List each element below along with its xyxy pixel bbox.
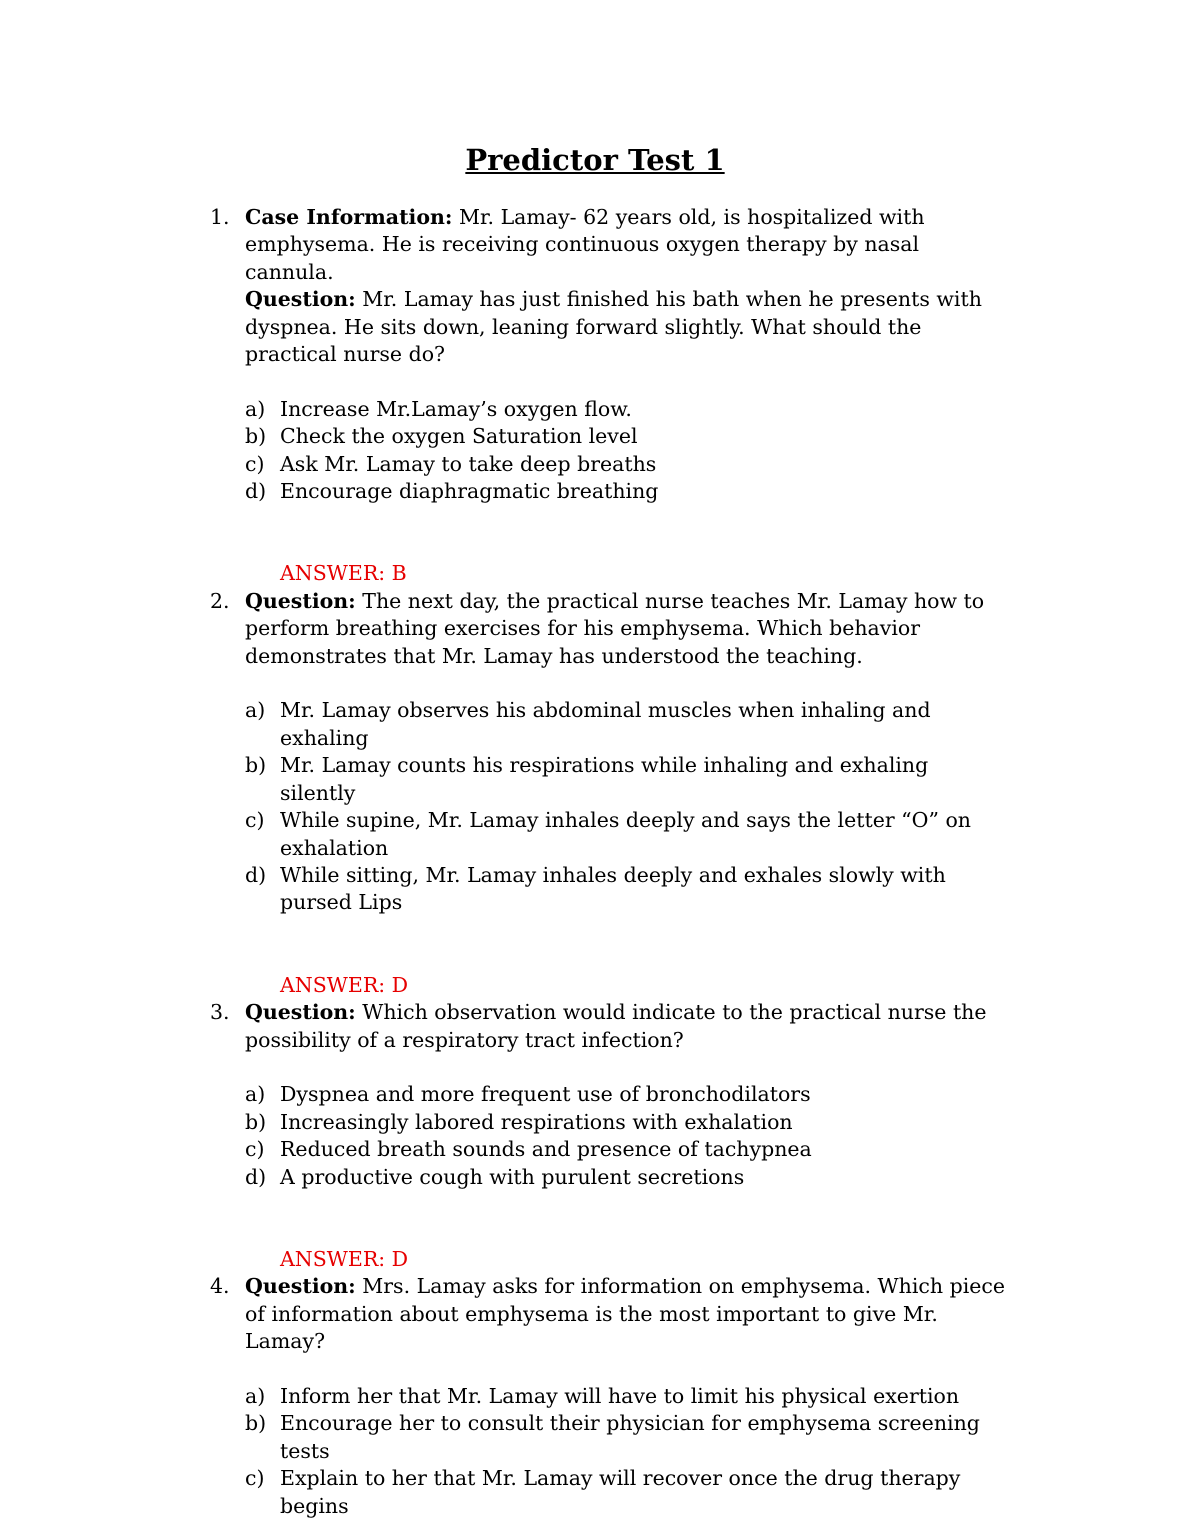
question-number: 3. xyxy=(210,1000,230,1025)
option-text: Encourage her to consult their physician for emphysema screening tests xyxy=(280,1411,980,1463)
option-text: A productive cough with purulent secretions xyxy=(280,1164,745,1189)
option-d xyxy=(245,1164,1010,1191)
question-stem xyxy=(210,204,1010,368)
option-b xyxy=(245,1410,1010,1465)
option-letter: d) xyxy=(245,479,267,504)
option-c xyxy=(245,807,1010,862)
question-number: 4. xyxy=(210,1274,230,1299)
option-letter: b) xyxy=(245,1411,267,1436)
option-text: Check the oxygen Saturation level xyxy=(280,424,638,449)
option-a xyxy=(245,396,1010,423)
question-stem xyxy=(210,999,1010,1054)
question-number: 1. xyxy=(210,205,230,229)
options-list xyxy=(210,1383,1010,1520)
question-label: Question: xyxy=(245,588,356,613)
option-letter: b) xyxy=(245,753,267,778)
question-list xyxy=(210,204,1010,1520)
question-4 xyxy=(210,1273,1010,1520)
option-a xyxy=(245,697,1010,752)
option-letter: b) xyxy=(245,1109,267,1134)
question-2 xyxy=(210,588,1010,999)
option-letter: b) xyxy=(245,424,267,449)
case-label: Case Information: xyxy=(245,205,453,229)
option-letter: c) xyxy=(245,1137,265,1162)
question-3 xyxy=(210,999,1010,1273)
options-list xyxy=(210,1081,1010,1191)
case-text: Mr. Lamay- 62 years old, is hospitalized with emphysema. He is receiving continuous oxygen therapy by nasal cannula. xyxy=(245,205,925,284)
option-b xyxy=(245,1109,1010,1136)
question-text: The next day, the practical nurse teaches Mr. Lamay how to perform breathing exercises for his emphysema. Which behavior demonstrates that Mr. Lamay has understood the teaching. xyxy=(245,588,985,668)
option-letter: c) xyxy=(245,1466,265,1491)
option-letter: a) xyxy=(245,1383,266,1408)
answer-label: ANSWER: B xyxy=(280,561,407,586)
option-c xyxy=(245,1465,1010,1520)
option-letter: c) xyxy=(245,451,265,476)
option-text: Dyspnea and more frequent use of bronchodilators xyxy=(280,1082,811,1107)
option-b xyxy=(245,752,1010,807)
question-text: Which observation would indicate to the practical nurse the possibility of a respiratory tract infection? xyxy=(245,1000,987,1052)
question-stem xyxy=(210,1273,1010,1355)
option-text: Increase Mr.Lamay’s oxygen flow. xyxy=(280,396,632,421)
question-stem xyxy=(210,588,1010,670)
option-text: Increasingly labored respirations with exhalation xyxy=(280,1109,793,1134)
answer-label: ANSWER: D xyxy=(280,1246,409,1271)
question-text: Mr. Lamay has just finished his bath when he presents with dyspnea. He sits down, leaning forward slightly. What should the practical nurse do? xyxy=(245,287,982,367)
option-letter: a) xyxy=(245,698,266,723)
options-list xyxy=(210,396,1010,506)
option-c xyxy=(245,1136,1010,1163)
answer-label: ANSWER: D xyxy=(280,972,409,997)
option-letter: d) xyxy=(245,862,267,887)
option-text: Mr. Lamay observes his abdominal muscles when inhaling and exhaling xyxy=(280,698,931,750)
option-letter: a) xyxy=(245,396,266,421)
option-text: While sitting, Mr. Lamay inhales deeply and exhales slowly with pursed Lips xyxy=(280,862,946,915)
option-text: Reduced breath sounds and presence of tachypnea xyxy=(280,1137,812,1162)
options-list xyxy=(210,697,1010,916)
question-number: 2. xyxy=(210,588,230,613)
option-letter: c) xyxy=(245,808,265,833)
option-c xyxy=(245,451,1010,478)
option-text: Mr. Lamay counts his respirations while inhaling and exhaling silently xyxy=(280,753,929,805)
option-a xyxy=(245,1383,1010,1410)
option-a xyxy=(245,1081,1010,1108)
document-title: Predictor Test 1 xyxy=(465,143,725,177)
option-text: Ask Mr. Lamay to take deep breaths xyxy=(280,451,657,476)
option-letter: d) xyxy=(245,1164,267,1189)
question-label: Question: xyxy=(245,1000,356,1025)
option-text: Encourage diaphragmatic breathing xyxy=(280,479,659,504)
option-letter: a) xyxy=(245,1082,266,1107)
option-text: While supine, Mr. Lamay inhales deeply and says the letter “O” on exhalation xyxy=(280,808,971,860)
option-b xyxy=(245,423,1010,450)
option-text: Explain to her that Mr. Lamay will recover once the drug therapy begins xyxy=(280,1466,961,1518)
question-1 xyxy=(210,204,1010,588)
option-d xyxy=(245,862,1010,917)
option-text: Inform her that Mr. Lamay will have to limit his physical exertion xyxy=(280,1383,960,1408)
question-text: Mrs. Lamay asks for information on emphysema. Which piece of information about emphysema is the most important to give Mr. Lamay? xyxy=(245,1274,1005,1354)
question-label: Question: xyxy=(245,287,356,312)
option-d xyxy=(245,478,1010,505)
question-label: Question: xyxy=(245,1274,356,1299)
